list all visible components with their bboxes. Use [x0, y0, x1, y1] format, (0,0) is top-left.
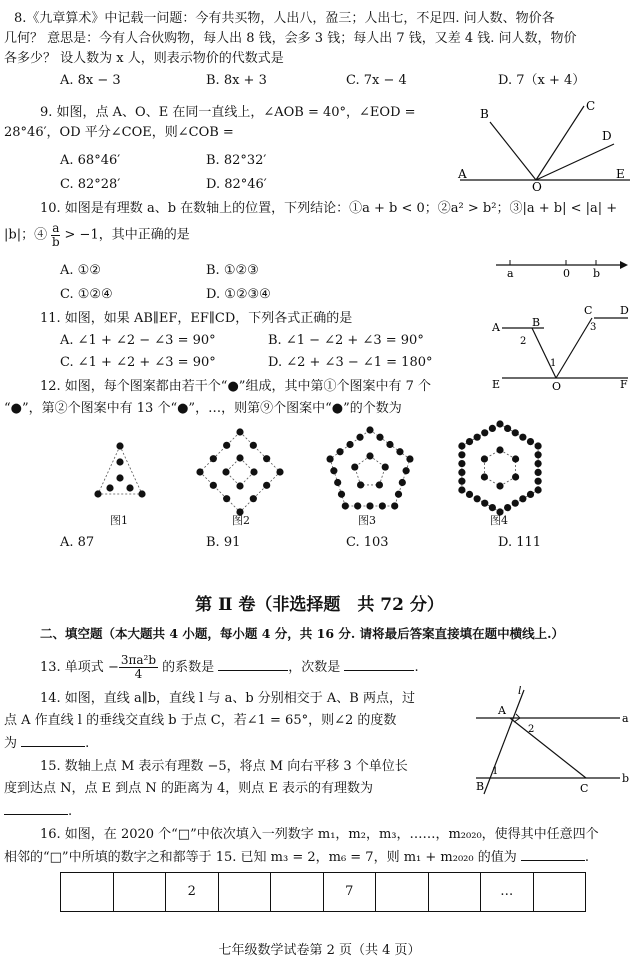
pattern-dot — [466, 438, 473, 445]
pattern-dot — [386, 441, 393, 448]
pattern-dot — [535, 442, 542, 449]
q11-label-c: C — [584, 304, 593, 317]
pattern-dot — [391, 502, 398, 509]
q14-label-a-line: a — [622, 712, 629, 725]
q9-label-o: O — [532, 180, 542, 192]
q12-caption-1: 图1 — [110, 514, 128, 527]
q11-label-2: 2 — [520, 336, 527, 347]
pattern-dot — [250, 442, 257, 449]
q16-box — [270, 872, 324, 912]
q8-option-a: A. 8x − 3 — [60, 73, 121, 88]
q16-box: 7 — [323, 872, 377, 912]
pattern-dot — [236, 428, 243, 435]
q16-box: 2 — [165, 872, 219, 912]
q12-pattern-3 — [326, 426, 413, 509]
q9-option-c: C. 82°28′ — [60, 177, 121, 192]
q11-label-1: 1 — [550, 358, 557, 369]
q11-option-b: B. ∠1 − ∠2 + ∠3 = 90° — [268, 333, 424, 348]
q10-frac-den: b — [51, 234, 60, 249]
q10-axis-a: a — [507, 267, 514, 280]
pattern-dot — [366, 426, 373, 433]
q14-line1: 14. 如图，直线 a∥b，直线 l 与 a、b 分别相交于 A、B 两点，过 — [40, 691, 415, 706]
pattern-dot — [458, 478, 465, 485]
q13-frac-num: 3πa²b — [120, 653, 157, 667]
pattern-dot — [481, 500, 488, 507]
q13-mid2: ，次数是 — [288, 660, 341, 676]
q9-label-d: D — [602, 129, 612, 143]
q11-option-d: D. ∠2 + ∠3 − ∠1 = 180° — [268, 355, 433, 370]
pattern-dot — [466, 491, 473, 498]
q11-line1: 11. 如图，如果 AB∥EF，EF∥CD，下列各式正确的是 — [40, 311, 353, 326]
pattern-dot — [116, 474, 123, 481]
q14-label-a: A — [498, 704, 506, 717]
q12-pattern-4 — [458, 420, 541, 515]
pattern-dot — [512, 429, 519, 436]
q13-blank-coefficient[interactable] — [218, 658, 288, 671]
q14-label-b-line: b — [622, 772, 630, 785]
pattern-dot — [357, 481, 364, 488]
q16-box: … — [480, 872, 534, 912]
pattern-dot — [356, 434, 363, 441]
pattern-dot — [474, 495, 481, 502]
pattern-dot — [94, 490, 101, 497]
q13-frac-den: 4 — [134, 667, 143, 682]
q15-line3 — [4, 802, 72, 821]
pattern-outline — [355, 456, 385, 485]
pattern-dot — [481, 455, 488, 462]
q14-end: . — [85, 736, 90, 751]
pattern-dot — [535, 486, 542, 493]
pattern-dot — [342, 502, 349, 509]
q11-label-e: E — [492, 378, 501, 391]
q16-line1: 16. 如图，在 2020 个“□”中依次填入一列数字 m₁，m₂，m₃，……，m₂₀₂₀，使得其中任意四个 — [40, 827, 599, 842]
pattern-dot — [535, 460, 542, 467]
q16-box — [60, 872, 114, 912]
q11-label-o: O — [552, 380, 562, 392]
pattern-dot — [263, 482, 270, 489]
pattern-dot — [326, 455, 333, 462]
pattern-dot — [519, 495, 526, 502]
q12-option-b: B. 91 — [206, 535, 241, 550]
q12-caption-4: 图4 — [490, 514, 508, 527]
pattern-dot — [250, 468, 257, 475]
q16-line2-text: 相邻的“□”中所填的数字之和都等于 15. 已知 m₃ = 2，m₆ = 7，则 m₁ + m₂₀₂₀ 的值为 — [4, 850, 517, 865]
q16-box — [113, 872, 167, 912]
pattern-dot — [376, 481, 383, 488]
q10-option-c: C. ①②④ — [60, 287, 113, 302]
q14-label-2: 2 — [528, 724, 535, 735]
q10-option-b: B. ①②③ — [206, 263, 259, 278]
q16-box — [533, 872, 587, 912]
q15-line1: 15. 数轴上点 M 表示有理数 −5，将点 M 向右平移 3 个单位长 — [40, 759, 408, 774]
pattern-outline — [226, 458, 254, 486]
q13-end: . — [414, 660, 419, 676]
pattern-dot — [276, 468, 283, 475]
q9-option-b: B. 82°32′ — [206, 153, 267, 168]
pattern-dot — [116, 442, 123, 449]
q9-label-a: A — [458, 167, 467, 181]
q11-label-d: D — [620, 304, 629, 317]
q13-line — [40, 654, 419, 681]
pattern-dot — [196, 468, 203, 475]
q8-option-d: D. 7（x + 4） — [498, 73, 586, 88]
q14-label-1: 1 — [492, 766, 499, 777]
q9-option-d: D. 82°46′ — [206, 177, 267, 192]
q13-mid: 的系数是 — [158, 660, 215, 676]
pattern-dot — [263, 455, 270, 462]
pattern-dot — [535, 451, 542, 458]
q10-fraction — [51, 222, 60, 248]
q16-box — [428, 872, 482, 912]
q10-option-d: D. ①②③④ — [206, 287, 271, 302]
q11-label-a: A — [492, 321, 500, 334]
q13-pre: 13. 单项式 − — [40, 660, 119, 676]
q12-pattern-2 — [196, 428, 283, 515]
q10-line2-end: > −1，其中正确的是 — [64, 227, 190, 243]
q16-blank[interactable] — [521, 848, 585, 861]
pattern-outline — [200, 432, 280, 512]
pattern-dot — [458, 451, 465, 458]
pattern-dot — [535, 478, 542, 485]
pattern-dot — [458, 460, 465, 467]
q11-parallel-figure — [488, 300, 636, 392]
q16-box — [375, 872, 429, 912]
pattern-dot — [474, 434, 481, 441]
q12-option-c: C. 103 — [346, 535, 389, 550]
pattern-dot — [489, 425, 496, 432]
pattern-dot — [504, 425, 511, 432]
q9-label-b: B — [480, 107, 489, 121]
q15-blank[interactable] — [4, 802, 68, 815]
q12-option-a: A. 87 — [60, 535, 95, 550]
pattern-dot — [334, 479, 341, 486]
pattern-dot — [481, 473, 488, 480]
pattern-dot — [354, 502, 361, 509]
q10-option-a: A. ①② — [60, 263, 101, 278]
q14-line3 — [4, 734, 89, 753]
q10-line2-start: |b|；④ — [4, 227, 48, 243]
q15-end: . — [68, 804, 73, 819]
pattern-dot — [126, 484, 133, 491]
page-footer: 七年级数学试卷第 2 页（共 4 页） — [218, 943, 421, 958]
pattern-dot — [458, 469, 465, 476]
q12-caption-3: 图3 — [358, 514, 376, 527]
pattern-dot — [496, 446, 503, 453]
q12-caption-2: 图2 — [232, 514, 250, 527]
pattern-dot — [116, 458, 123, 465]
q10-line1: 10. 如图是有理数 a、b 在数轴上的位置，下列结论：①a + b < 0；②a² > b²；③|a + b| < |a| + — [40, 201, 618, 216]
pattern-dot — [496, 420, 503, 427]
pattern-dot — [395, 491, 402, 498]
q14-line2: 点 A 作直线 l 的垂线交直线 b 于点 C，若∠1 = 65°，则∠2 的度数 — [4, 713, 397, 728]
pattern-dot — [366, 502, 373, 509]
q15-line2: 度到达点 N，点 E 到点 N 的距离为 4，则点 E 表示的有理数为 — [4, 781, 374, 796]
pattern-dot — [527, 491, 534, 498]
q11-option-a: A. ∠1 + ∠2 − ∠3 = 90° — [60, 333, 216, 348]
pattern-dot — [138, 490, 145, 497]
q11-label-3: 3 — [590, 322, 597, 333]
pattern-dot — [489, 504, 496, 511]
pattern-dot — [519, 434, 526, 441]
pattern-dot — [250, 495, 257, 502]
q9-line1: 9. 如图，点 A、O、E 在同一直线上，∠AOB = 40°，∠EOD = — [40, 105, 416, 120]
pattern-dot — [403, 467, 410, 474]
pattern-dot — [236, 454, 243, 461]
q14-figure — [462, 686, 634, 798]
q10-number-line — [492, 255, 632, 281]
pattern-dot — [458, 486, 465, 493]
pattern-dot — [458, 442, 465, 449]
pattern-dot — [330, 467, 337, 474]
pattern-dot — [406, 455, 413, 462]
pattern-dot — [481, 429, 488, 436]
q11-label-f: F — [620, 378, 628, 391]
pattern-dot — [351, 463, 358, 470]
pattern-dot — [379, 502, 386, 509]
pattern-dot — [512, 455, 519, 462]
pattern-dot — [504, 504, 511, 511]
pattern-dot — [496, 482, 503, 489]
q9-option-a: A. 68°46′ — [60, 153, 121, 168]
q12-line2: “●”，第②个图案中有 13 个“●”，…，则第⑨个图案中“●”的个数为 — [4, 401, 402, 416]
pattern-dot — [512, 500, 519, 507]
section2-heading: 二、填空题（本大题共 4 小题，每小题 4 分，共 16 分. 请将最后答案直接填在题中横线上.） — [40, 626, 564, 641]
pattern-outline — [98, 446, 142, 494]
q10-axis-zero: 0 — [563, 267, 570, 280]
q14-blank[interactable] — [21, 734, 85, 747]
q13-fraction — [119, 654, 158, 681]
pattern-dot — [338, 491, 345, 498]
q8-line3: 各多少？ 设人数为 x 人，则表示物价的代数式是 — [4, 51, 284, 66]
pattern-dot — [512, 473, 519, 480]
q10-axis-b: b — [593, 267, 601, 280]
q16-box — [218, 872, 272, 912]
q10-frac-num: a — [52, 221, 60, 235]
q14-line3-text: 为 — [4, 736, 18, 751]
q8-line2: 几何？ 意思是：今有人合伙购物，每人出 8 钱，会多 3 钱；每人出 7 钱，又差 4 钱. 问人数，物价 — [4, 31, 577, 46]
pattern-dot — [236, 482, 243, 489]
pattern-dot — [382, 463, 389, 470]
q14-label-l: l — [518, 686, 522, 697]
pattern-dot — [396, 448, 403, 455]
pattern-dot — [366, 452, 373, 459]
q11-option-c: C. ∠1 + ∠2 + ∠3 = 90° — [60, 355, 216, 370]
pattern-dot — [527, 438, 534, 445]
q9-label-c: C — [586, 100, 596, 113]
q12-dot-patterns — [80, 420, 600, 530]
pattern-dot — [223, 442, 230, 449]
q16-line2 — [4, 848, 589, 867]
q10-line2 — [4, 222, 190, 248]
pattern-dot — [223, 495, 230, 502]
q11-label-b: B — [532, 316, 541, 329]
q9-line2: 28°46′，OD 平分∠COE，则∠COB = — [4, 125, 234, 140]
q8-line1: 8.《九章算术》中记载一问题：今有共买物，人出八，盈三；人出七，不足四. 问人数、物价各 — [14, 11, 555, 26]
pattern-dot — [399, 479, 406, 486]
q9-label-e: E — [616, 167, 625, 181]
pattern-dot — [210, 482, 217, 489]
pattern-dot — [222, 468, 229, 475]
pattern-dot — [106, 484, 113, 491]
q9-angle-figure — [450, 100, 635, 192]
part2-title: 第 Ⅱ 卷（非选择题 共 72 分） — [195, 595, 444, 615]
pattern-dot — [535, 469, 542, 476]
q14-label-c: C — [580, 782, 589, 795]
pattern-dot — [210, 455, 217, 462]
q13-blank-degree[interactable] — [344, 658, 414, 671]
pattern-dot — [346, 441, 353, 448]
q14-label-b: B — [476, 780, 485, 793]
pattern-dot — [376, 434, 383, 441]
q16-end: . — [584, 850, 589, 865]
q12-option-d: D. 111 — [498, 535, 542, 550]
q12-line1: 12. 如图，每个图案都由若干个“●”组成，其中第①个图案中有 7 个 — [40, 379, 431, 394]
pattern-outline — [484, 450, 515, 486]
pattern-dot — [336, 448, 343, 455]
q12-pattern-1 — [94, 442, 145, 497]
q8-option-b: B. 8x + 3 — [206, 73, 267, 88]
q8-option-c: C. 7x − 4 — [346, 73, 407, 88]
pattern-outline — [462, 424, 538, 512]
